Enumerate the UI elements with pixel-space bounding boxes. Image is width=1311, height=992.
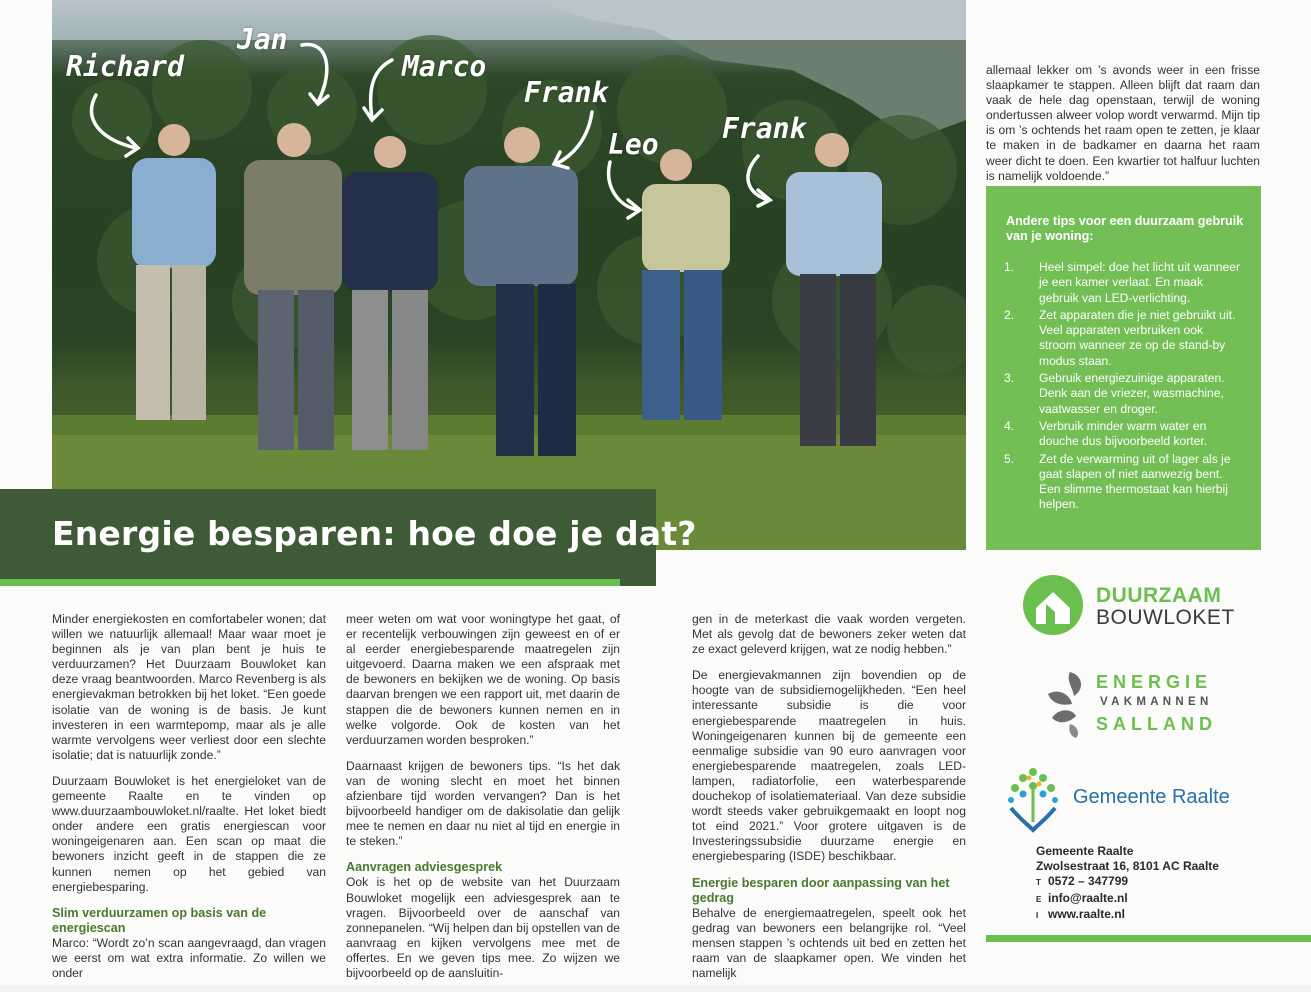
contact-block [1036, 844, 1219, 923]
contact-address: Zwolsestraat 16, 8101 AC Raalte [1036, 859, 1219, 874]
tree-icon [1003, 764, 1063, 834]
paragraph: Minder energiekosten en comfortabeler wonen; dat willen we natuurlijk allemaal! Maar waar moet je beginnen als je van plan bent je huis te verduurzamen? Het Duurzaam Bouwloket kan deze vraag beantwoorden. Marco Revenberg is als energievakman betrokken bij het loket. “Een goede isolatie van de woning is de basis. Je kunt investeren in een warmtepomp, maar als je alle warmte vervolgens weer verliest door een slechte isolatie; dat is natuurlijk zonde.” [52, 612, 326, 762]
energie-vakmannen-logo [1040, 668, 1265, 740]
article-column-3 [692, 612, 966, 992]
name-label-jan: Jan [237, 23, 288, 56]
contact-phone[interactable]: 0572 – 347799 [1048, 874, 1129, 889]
logo-text-bouwloket: BOUWLOKET [1096, 606, 1235, 629]
tip-text: Verbruik minder warm water en douche dus bijvoorbeeld korter. [1039, 418, 1208, 449]
logo-text-energie: ENERGIE [1096, 672, 1213, 692]
contact-phone-row [1036, 874, 1219, 890]
tip-text: Zet apparaten die je niet gebruikt uit. Veel apparaten verbruiken ook stroom wanneer ze op de stand-by modus staan. [1039, 307, 1236, 368]
name-label-marco: Marco [402, 50, 487, 83]
tip-text: Heel simpel: doe het licht uit wanneer je een kamer verlaat. En maak gebruik van LED-verlichting. [1039, 260, 1240, 305]
house-icon [1022, 574, 1086, 636]
email-prefix: E [1036, 894, 1042, 904]
tips-list [1004, 260, 1242, 515]
leaf-icon [1040, 668, 1090, 738]
name-label-richard: Richard [66, 50, 185, 83]
tip-number: 3. [1004, 371, 1015, 386]
gemeente-raalte-logo [1003, 764, 1253, 834]
logo-text-duurzaam: DUURZAAM [1096, 584, 1222, 607]
tip-number: 4. [1004, 418, 1015, 433]
subheading: Energie besparen door aanpassing van het gedrag [692, 875, 950, 905]
name-label-frank-2: Frank [722, 112, 807, 145]
person-richard [132, 124, 216, 420]
contact-email-row [1036, 891, 1219, 907]
name-label-leo: Leo [608, 128, 659, 161]
tip-item [1004, 308, 1242, 369]
contact-name: Gemeente Raalte [1036, 844, 1134, 858]
tips-box [986, 186, 1261, 550]
paragraph: Daarnaast krijgen de bewoners tips. “Is het dak van de woning slecht en moet het binnen afzienbare tijd worden vervangen? Dan is het bijvoorbeeld handiger om de dakisolatie dan gelijk mee te nemen en daar nu niet al tijd en energie in te steken.” [346, 758, 620, 849]
continuation-column [986, 63, 1260, 195]
article-headline: Energie besparen: hoe doe je dat? [52, 514, 697, 553]
paragraph: gen in de meterkast die vaak worden vergeten. Met als gevolg dat de bewoners zeker weten dat ze exact geleverd krijgen, wat ze nodig hebben.” [692, 612, 966, 657]
person-frank-2 [786, 133, 882, 446]
headline-stripe [0, 579, 620, 586]
tip-number: 5. [1004, 451, 1015, 466]
article-column-2 [346, 612, 620, 992]
tips-title: Andere tips voor een duurzaam gebruik van je woning: [1006, 214, 1244, 243]
contact-web-row [1036, 907, 1219, 923]
bottom-rule [986, 935, 1311, 942]
person-jan [244, 123, 342, 450]
tip-item [1004, 419, 1242, 450]
person-leo [642, 149, 730, 420]
paragraph: meer weten om wat voor woningtype het gaat, of er recentelijk verbouwingen zijn geweest en of er al eerder energiebesparende maatregelen zijn uitgevoerd. Daarna maken we een afspraak met de bewoners en bekijken we de woning. Op basis daarvan brengen we een rapport uit, met daarin de stappen die de bewoners kunnen nemen en in welke volgorde. Ook de kosten van het verduurzamen worden besproken.” [346, 612, 620, 747]
contact-email[interactable]: info@raalte.nl [1048, 890, 1128, 905]
paragraph: Ook is het op de website van het Duurzaam Bouwloket mogelijk een adviesgesprek aan te vragen. Bijvoorbeeld over de aanschaf van zonnepanelen. “Wij helpen dan bij opstellen van de aanvraag en kijken vervolgens mee met de offertes. En we geven tips mee. Zo wijzen we bijvoorbeeld op de aansluitin- [346, 875, 620, 980]
tip-number: 2. [1004, 307, 1015, 322]
phone-prefix: T [1036, 878, 1041, 888]
contact-website[interactable]: www.raalte.nl [1048, 906, 1125, 921]
tip-item [1004, 371, 1242, 417]
logo-text-gemeente-raalte: Gemeente Raalte [1073, 786, 1230, 808]
duurzaam-bouwloket-logo [1022, 574, 1262, 636]
name-label-frank-1: Frank [524, 76, 609, 109]
tip-item [1004, 452, 1242, 513]
tip-text: Gebruik energiezuinige apparaten. Denk aan de vriezer, wasmachine, vaatwasser en droger. [1039, 371, 1225, 416]
article-column-1 [52, 612, 326, 992]
tip-text: Zet de verwarming uit of lager als je gaat slapen of niet aanwezig bent. Een slimme thermostaat kan hierbij helpen. [1039, 451, 1231, 512]
subheading: Slim verduurzamen op basis van de energiescan [52, 905, 267, 935]
paragraph: Marco: “Wordt zo’n scan aangevraagd, dan vragen we eerst om wat extra informatie. Zo willen we onder [52, 935, 326, 980]
tip-item [1004, 260, 1242, 306]
subheading: Aanvragen adviesgesprek [346, 860, 503, 875]
logo-text-salland: SALLAND [1096, 714, 1217, 734]
continuation-paragraph: allemaal lekker om ’s avonds weer in een frisse slaapkamer te stappen. Alleen blijft dat raam dan vaak de hele dag openstaan, terwijl de woning ondertussen alweer volop wordt verwarmd. Mijn tip is om ’s ochtends het raam open te zetten, je klaar te maken in de badkamer en daarna het raam weer dicht te doen. Een kwartier tot halfuur luchten is namelijk voldoende.” [986, 63, 1260, 183]
group-photo [52, 0, 966, 550]
logo-text-vakmannen: VAKMANNEN [1100, 696, 1213, 708]
tip-number: 1. [1004, 260, 1015, 274]
paragraph: Behalve de energiemaatregelen, speelt ook het gedrag van bewoners een belangrijke rol. “Veel mensen stappen ’s ochtends uit bed en zetten het raam van de slaapkamer open. We vinden het namelijk [692, 905, 966, 980]
photo-illustration [52, 0, 966, 550]
paragraph: De energievakmannen zijn bovendien op de hoogte van de subsidiemogelijkheden. “Een heel interessante subsidie is die voor energiebesparende maatregelen in huis. Woningeigenaren kunnen bij de gemeente een eenmalige subsidie van 90 euro aanvragen voor energiebesparende maatregelen, zoals LED-lampen, radiatorfolie, een waterbesparende douchekop of isolatiemateriaal. Van deze subsidie wordt steeds vaker gebruikgemaakt en loopt nog tot eind 2021.” Voor grotere uitgaven is de Investeringssubsidie duurzame energie en energiebesparing (ISDE) beschikbaar. [692, 668, 966, 864]
web-prefix: I [1036, 910, 1039, 920]
paragraph: Duurzaam Bouwloket is het energieloket van de gemeente Raalte en te vinden op www.duurzaambouwloket.nl/raalte. Het loket biedt onder andere een gratis energiescan voor woningeigenaren aan. Een scan op maat die bewoners inzicht geeft in de stappen die ze kunnen nemen op het gebied van energiebesparing. [52, 773, 326, 894]
